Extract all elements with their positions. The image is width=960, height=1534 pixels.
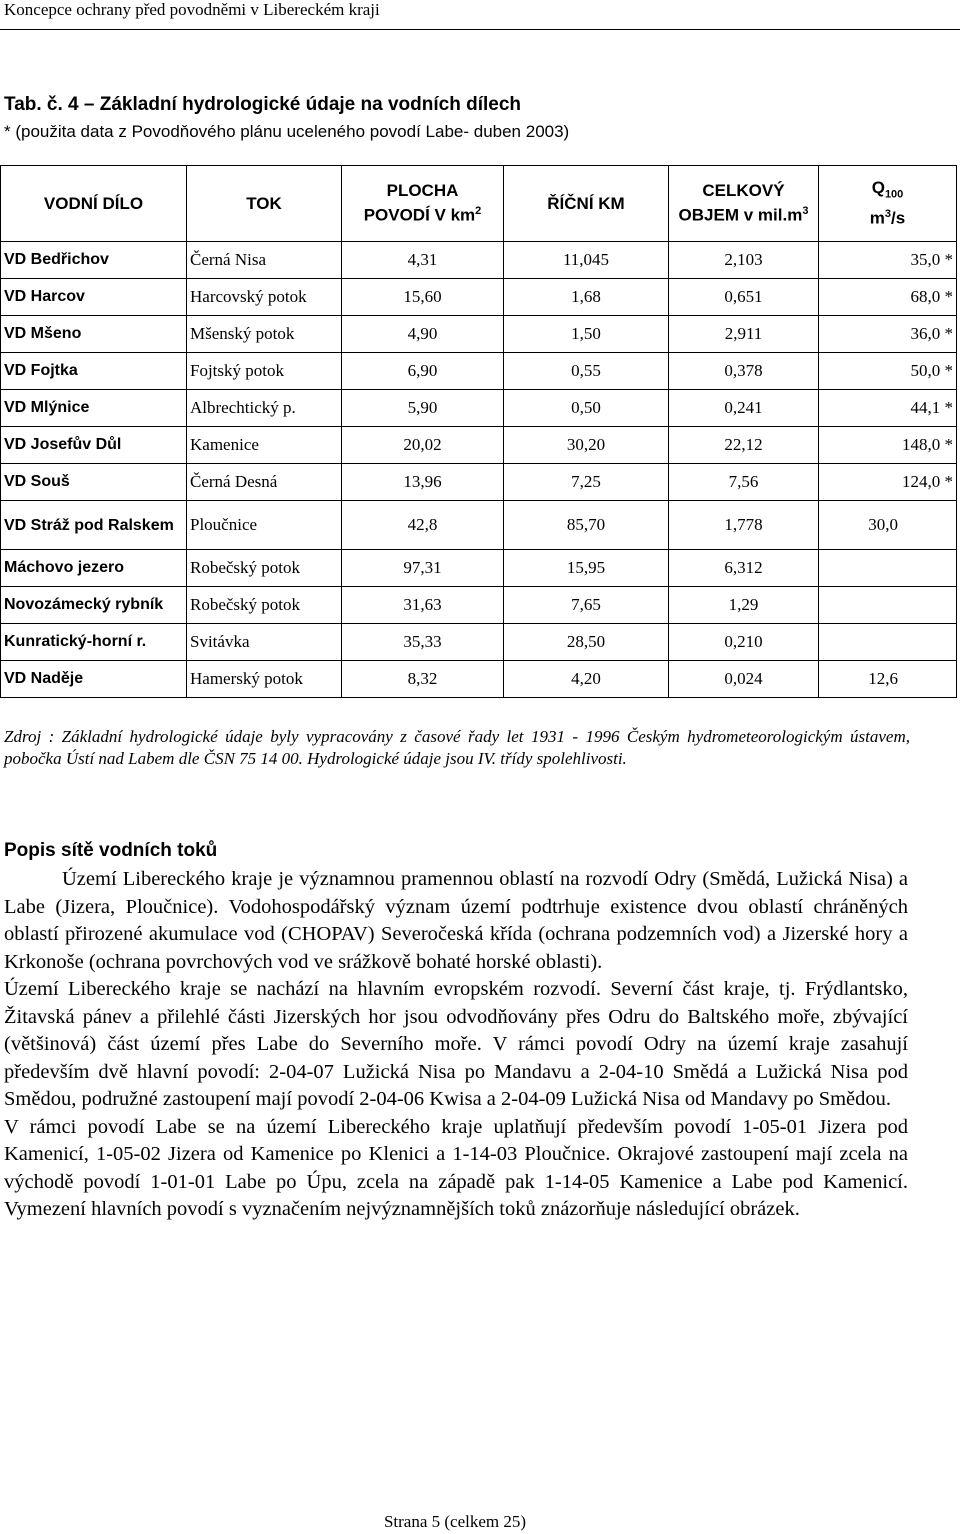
cell-km: 15,95 [504,550,669,587]
cell-km: 7,25 [504,464,669,501]
cell-km: 7,65 [504,587,669,624]
section-heading: Popis sítě vodních toků [4,840,218,861]
cell-km: 28,50 [504,624,669,661]
table-row [1,353,957,390]
cell-km: 0,50 [504,390,669,427]
cell-dilo: VD Fojtka [1,353,187,390]
cell-q100: 35,0 * [819,242,957,279]
table-row [1,587,957,624]
hydrology-table [0,165,957,698]
cell-tok: Svitávka [187,624,342,661]
cell-dilo: Kunratický-horní r. [1,624,187,661]
cell-q100: 36,0 * [819,316,957,353]
cell-tok: Fojtský potok [187,353,342,390]
cell-plocha: 15,60 [342,279,504,316]
cell-plocha: 42,8 [342,501,504,550]
cell-dilo: Novozámecký rybník [1,587,187,624]
cell-tok: Ploučnice [187,501,342,550]
cell-dilo: VD Naděje [1,661,187,698]
plocha-exponent: 2 [475,205,482,218]
table-note: * (použita data z Povodňového plánu uceleného povodí Labe- duben 2003) [4,122,570,141]
header-divider [0,29,960,30]
table-row [1,624,957,661]
cell-km: 1,50 [504,316,669,353]
cell-dilo: VD Harcov [1,279,187,316]
cell-q100 [819,624,957,661]
cell-q100 [819,550,957,587]
cell-tok: Harcovský potok [187,279,342,316]
cell-tok: Robečský potok [187,587,342,624]
objem-exponent: 3 [802,205,809,218]
cell-objem: 2,911 [669,316,819,353]
cell-objem: 0,378 [669,353,819,390]
cell-dilo: Máchovo jezero [1,550,187,587]
cell-objem: 2,103 [669,242,819,279]
cell-dilo: VD Souš [1,464,187,501]
table-header-row [1,166,957,242]
cell-objem: 22,12 [669,427,819,464]
cell-plocha: 20,02 [342,427,504,464]
header-tok: TOK [187,166,342,242]
cell-objem: 7,56 [669,464,819,501]
cell-dilo: VD Mlýnice [1,390,187,427]
header-q100: $Q_{100}$ $m^3/s$ [819,166,957,242]
cell-tok: Černá Nisa [187,242,342,279]
cell-tok: Kamenice [187,427,342,464]
cell-tok: Hamerský potok [187,661,342,698]
table-row [1,316,957,353]
cell-q100: 124,0 * [819,464,957,501]
header-objem: CELKOVÝ OBJEM v $mil.m^3$ [669,166,819,242]
cell-tok: Mšenský potok [187,316,342,353]
header-dilo: VODNÍ DÍLO [1,166,187,242]
table-row [1,390,957,427]
cell-q100: 68,0 * [819,279,957,316]
table-row [1,501,957,550]
cell-q100: 44,1 * [819,390,957,427]
page-footer: Strana 5 (celkem 25) [383,1512,527,1531]
table-row [1,427,957,464]
q-subscript: 100 [884,188,904,201]
cell-objem: 6,312 [669,550,819,587]
cell-plocha: 13,96 [342,464,504,501]
header-plocha: PLOCHA POVODÍ V $km^2$ [342,166,504,242]
cell-objem: 0,210 [669,624,819,661]
cell-km: 1,68 [504,279,669,316]
table-row [1,279,957,316]
cell-q100: 148,0 * [819,427,957,464]
cell-plocha: 97,31 [342,550,504,587]
table-row [1,550,957,587]
cell-dilo: VD Stráž pod Ralskem [1,501,187,550]
cell-plocha: 4,90 [342,316,504,353]
cell-plocha: 5,90 [342,390,504,427]
cell-dilo: VD Bedřichov [1,242,187,279]
cell-objem: 0,651 [669,279,819,316]
running-header: Koncepce ochrany před povodněmi v Libereckém kraji [4,0,380,19]
cell-q100: 12,6 [819,661,957,698]
table-row [1,242,957,279]
cell-km: 30,20 [504,427,669,464]
q-unit-exponent: 3 [884,208,892,221]
table-row [1,661,957,698]
cell-tok: Černá Desná [187,464,342,501]
cell-plocha: 35,33 [342,624,504,661]
cell-q100: 30,0 [819,501,957,550]
cell-q100: 50,0 * [819,353,957,390]
cell-tok: Robečský potok [187,550,342,587]
cell-plocha: 4,31 [342,242,504,279]
cell-dilo: VD Josefův Důl [1,427,187,464]
table-row [1,464,957,501]
cell-plocha: 8,32 [342,661,504,698]
cell-q100 [819,587,957,624]
header-km: ŘÍČNÍ KM [504,166,669,242]
cell-objem: 1,29 [669,587,819,624]
cell-km: 0,55 [504,353,669,390]
paragraph: Území Libereckého kraje se nachází na hlavním evropském rozvodí. Severní část kraje, tj. Frýdlantsko, Žitavská pánev a přilehlé části Jizerských hor jsou odvodňovány přes Odru do Baltského moře, zbývající (většinová) část území přes Labe do Severního moře. V rámci povodí Odry na území kraje zasahují především dvě hlavní povodí: 2-04-07 Lužická Nisa po Mandavu a 2-04-10 Smědá a Lužická Nisa pod Smědou, podružné zastoupení mají povodí 2-04-06 Kwisa a 2-04-09 Lužická Nisa od Mandavy po Smědou. [4,978,908,1110]
cell-objem: 0,241 [669,390,819,427]
cell-tok: Albrechtický p. [187,390,342,427]
cell-dilo: VD Mšeno [1,316,187,353]
cell-objem: 0,024 [669,661,819,698]
cell-km: 4,20 [504,661,669,698]
cell-km: 85,70 [504,501,669,550]
table-title: Tab. č. 4 – Základní hydrologické údaje na vodních dílech [4,94,521,115]
cell-plocha: 6,90 [342,353,504,390]
cell-objem: 1,778 [669,501,819,550]
source-note: Zdroj : Základní hydrologické údaje byly vypracovány z časové řady let 1931 - 1996 Českým hydrometeorologickým ústavem, pobočka Ústí nad Labem dle ČSN 75 14 00. Hydrologické údaje jsou IV. třídy spolehlivosti. [4,727,910,768]
paragraph: Území Libereckého kraje je významnou pramennou oblastí na rozvodí Odry (Smědá, Lužická Nisa) a Labe (Jizera, Ploučnice). Vodohospodářský význam území podtrhuje existence dvou oblastí chráněných oblastí přirozené akumulace vod (CHOPAV) Severočeská křída (ochrana podzemních vod) a Jizerské hory a Krkonoše (ochrana povrchových vod ve srážkově bohaté horské oblasti). [4,868,908,973]
section-body [4,866,908,1224]
paragraph: V rámci povodí Labe se na území Libereckého kraje uplatňují především povodí 1-05-01 Jizera pod Kamenicí, 1-05-02 Jizera od Kamenice po Klenici a 1-14-03 Ploučnice. Okrajové zastoupení mají zcela na východě povodí 1-01-01 Labe po Úpu, zcela na západě pak 1-14-05 Kamenice a Labe pod Kamenicí. Vymezení hlavních povodí s vyznačením nejvýznamnějších toků znázorňuje následující obrázek. [4,1115,908,1220]
cell-plocha: 31,63 [342,587,504,624]
cell-km: 11,045 [504,242,669,279]
